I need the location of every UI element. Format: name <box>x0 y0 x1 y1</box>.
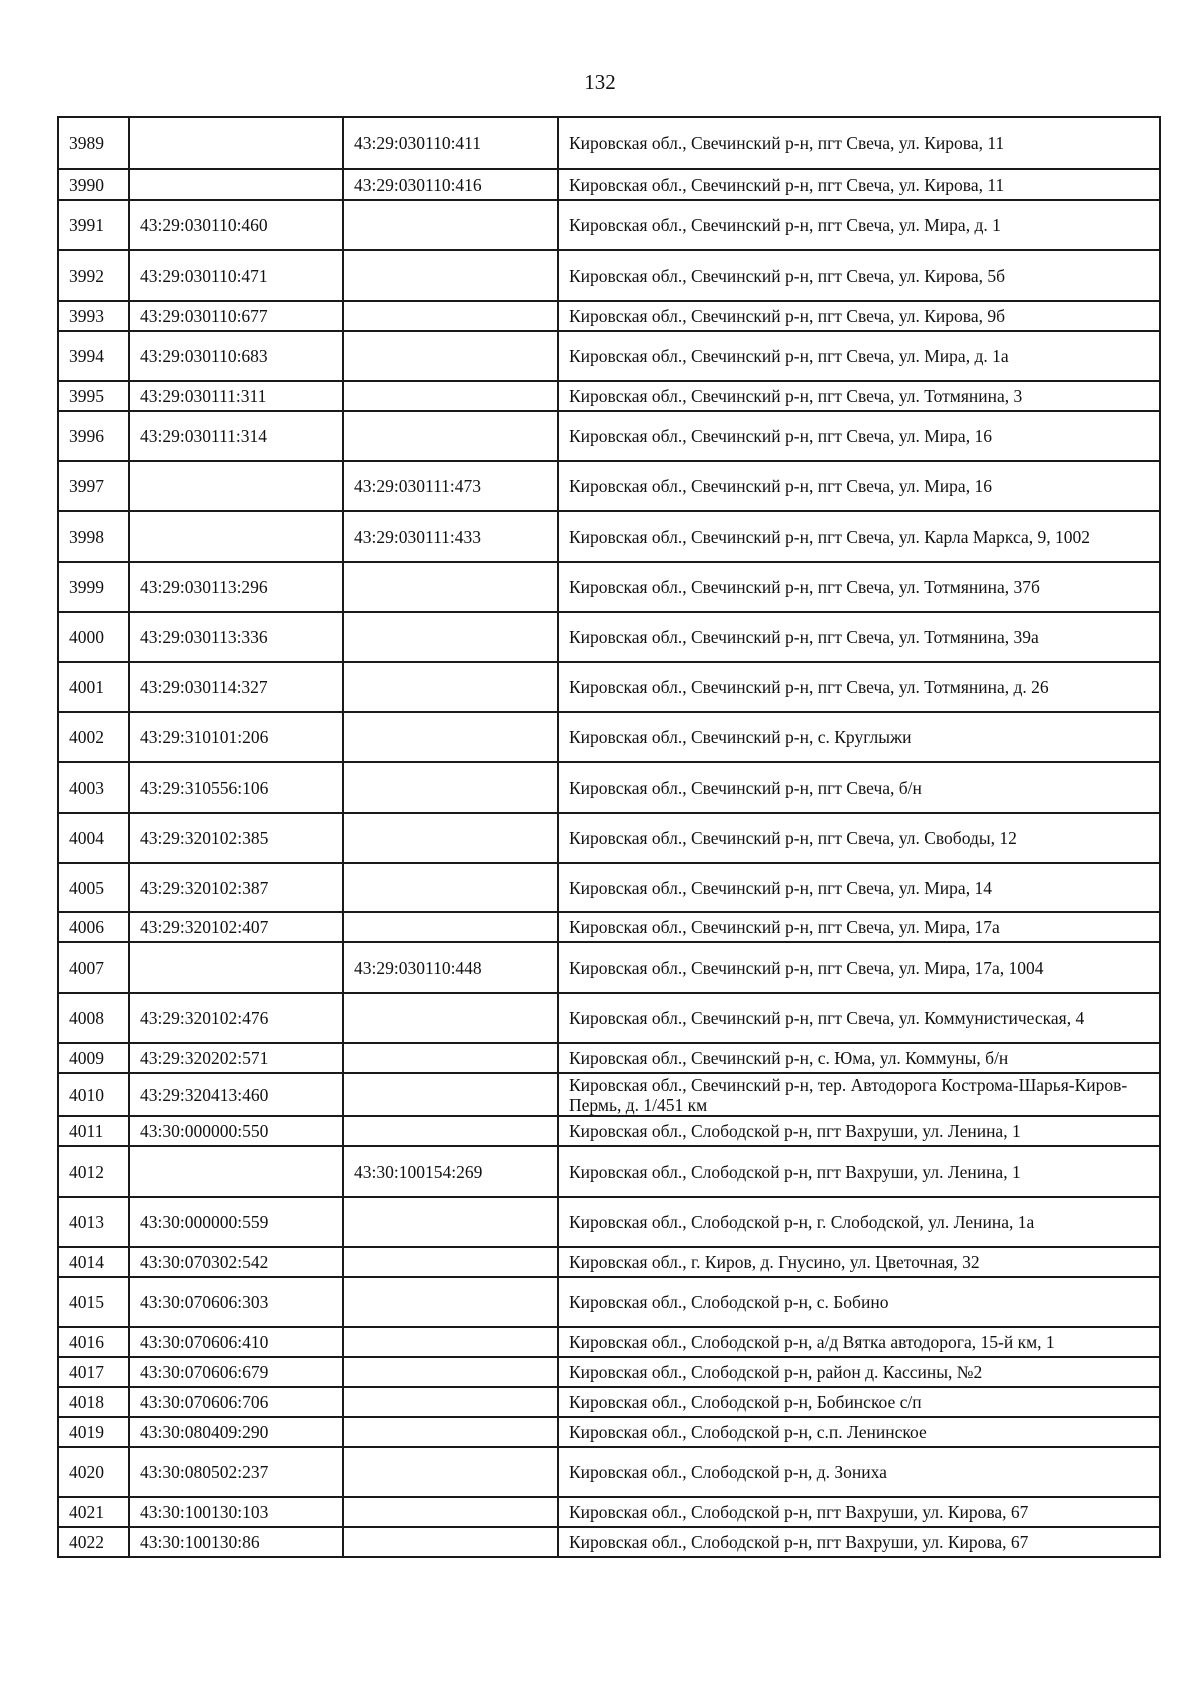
row-number-cell: 4019 <box>58 1417 129 1447</box>
row-number-cell: 4009 <box>58 1043 129 1073</box>
cadastral-number-cell: 43:29:030110:471 <box>129 250 343 301</box>
cadastral-number-cell <box>129 942 343 993</box>
address-cell: Кировская обл., Свечинский р-н, пгт Свеча, ул. Кирова, 11 <box>558 117 1160 169</box>
address-cell: Кировская обл., Свечинский р-н, пгт Свеча, ул. Карла Маркса, 9, 1002 <box>558 511 1160 562</box>
building-cadastral-number-cell <box>343 1447 558 1497</box>
building-cadastral-number-cell <box>343 1527 558 1557</box>
building-cadastral-number-cell <box>343 381 558 411</box>
address-cell: Кировская обл., Свечинский р-н, тер. Автодорога Кострома-Шарья-Киров-Пермь, д. 1/451 км <box>558 1073 1160 1116</box>
cadastral-number-cell: 43:29:030111:311 <box>129 381 343 411</box>
building-cadastral-number-cell <box>343 562 558 612</box>
address-cell: Кировская обл., Свечинский р-н, пгт Свеча, ул. Тотмянина, 3 <box>558 381 1160 411</box>
address-cell: Кировская обл., Свечинский р-н, пгт Свеча, ул. Мира, 16 <box>558 461 1160 511</box>
building-cadastral-number-cell: 43:29:030111:433 <box>343 511 558 562</box>
address-cell: Кировская обл., Свечинский р-н, пгт Свеча, ул. Мира, д. 1 <box>558 200 1160 250</box>
table-row <box>58 1387 1160 1417</box>
building-cadastral-number-cell <box>343 662 558 712</box>
table-row <box>58 1116 1160 1146</box>
cadastral-number-cell: 43:29:320202:571 <box>129 1043 343 1073</box>
table-row <box>58 250 1160 301</box>
cadastral-number-cell: 43:30:070606:706 <box>129 1387 343 1417</box>
table-row <box>58 1247 1160 1277</box>
address-cell: Кировская обл., Слободской р-н, а/д Вятка автодорога, 15-й км, 1 <box>558 1327 1160 1357</box>
building-cadastral-number-cell <box>343 813 558 863</box>
address-cell: Кировская обл., Свечинский р-н, с. Юма, ул. Коммуны, б/н <box>558 1043 1160 1073</box>
table-row <box>58 762 1160 813</box>
row-number-cell: 4008 <box>58 993 129 1043</box>
cadastral-number-cell: 43:29:030113:296 <box>129 562 343 612</box>
building-cadastral-number-cell <box>343 1277 558 1327</box>
cadastral-number-cell: 43:29:030110:460 <box>129 200 343 250</box>
property-register-table <box>57 116 1161 1558</box>
register-table-body <box>58 117 1160 1557</box>
address-cell: Кировская обл., Слободской р-н, д. Зониха <box>558 1447 1160 1497</box>
address-cell: Кировская обл., Слободской р-н, район д. Кассины, №2 <box>558 1357 1160 1387</box>
row-number-cell: 3995 <box>58 381 129 411</box>
table-row <box>58 1327 1160 1357</box>
cadastral-number-cell: 43:29:030111:314 <box>129 411 343 461</box>
row-number-cell: 4004 <box>58 813 129 863</box>
address-cell: Кировская обл., Свечинский р-н, пгт Свеча, ул. Кирова, 9б <box>558 301 1160 331</box>
address-cell: Кировская обл., Свечинский р-н, пгт Свеча, ул. Кирова, 5б <box>558 250 1160 301</box>
cadastral-number-cell: 43:30:000000:550 <box>129 1116 343 1146</box>
address-cell: Кировская обл., Свечинский р-н, пгт Свеча, б/н <box>558 762 1160 813</box>
building-cadastral-number-cell <box>343 1497 558 1527</box>
building-cadastral-number-cell <box>343 993 558 1043</box>
table-row <box>58 200 1160 250</box>
cadastral-number-cell: 43:30:100130:86 <box>129 1527 343 1557</box>
table-row <box>58 1447 1160 1497</box>
table-row <box>58 1357 1160 1387</box>
address-cell: Кировская обл., Свечинский р-н, пгт Свеча, ул. Мира, д. 1а <box>558 331 1160 381</box>
cadastral-number-cell: 43:29:320102:476 <box>129 993 343 1043</box>
page-number: 132 <box>584 70 616 94</box>
row-number-cell: 3998 <box>58 511 129 562</box>
row-number-cell: 3993 <box>58 301 129 331</box>
row-number-cell: 3994 <box>58 331 129 381</box>
row-number-cell: 4010 <box>58 1073 129 1116</box>
cadastral-number-cell: 43:30:080409:290 <box>129 1417 343 1447</box>
row-number-cell: 4013 <box>58 1197 129 1247</box>
cadastral-number-cell: 43:29:320413:460 <box>129 1073 343 1116</box>
building-cadastral-number-cell: 43:30:100154:269 <box>343 1146 558 1197</box>
address-cell: Кировская обл., Свечинский р-н, пгт Свеча, ул. Тотмянина, 37б <box>558 562 1160 612</box>
row-number-cell: 4014 <box>58 1247 129 1277</box>
building-cadastral-number-cell <box>343 912 558 942</box>
table-row <box>58 1417 1160 1447</box>
address-cell: Кировская обл., Свечинский р-н, пгт Свеча, ул. Мира, 14 <box>558 863 1160 912</box>
address-cell: Кировская обл., Слободской р-н, с. Бобино <box>558 1277 1160 1327</box>
address-cell: Кировская обл., Свечинский р-н, пгт Свеча, ул. Мира, 17а <box>558 912 1160 942</box>
building-cadastral-number-cell: 43:29:030111:473 <box>343 461 558 511</box>
table-row <box>58 1277 1160 1327</box>
address-cell: Кировская обл., Слободской р-н, пгт Вахруши, ул. Кирова, 67 <box>558 1527 1160 1557</box>
address-cell: Кировская обл., Свечинский р-н, пгт Свеча, ул. Мира, 16 <box>558 411 1160 461</box>
cadastral-number-cell: 43:29:030110:677 <box>129 301 343 331</box>
row-number-cell: 4005 <box>58 863 129 912</box>
table-row <box>58 942 1160 993</box>
table-row <box>58 1527 1160 1557</box>
building-cadastral-number-cell <box>343 411 558 461</box>
table-row <box>58 381 1160 411</box>
address-cell: Кировская обл., Слободской р-н, с.п. Ленинское <box>558 1417 1160 1447</box>
cadastral-number-cell: 43:29:030114:327 <box>129 662 343 712</box>
building-cadastral-number-cell <box>343 863 558 912</box>
building-cadastral-number-cell <box>343 331 558 381</box>
table-row <box>58 1146 1160 1197</box>
cadastral-number-cell: 43:29:310556:106 <box>129 762 343 813</box>
building-cadastral-number-cell: 43:29:030110:416 <box>343 169 558 200</box>
row-number-cell: 3999 <box>58 562 129 612</box>
table-row <box>58 1073 1160 1116</box>
table-row <box>58 1043 1160 1073</box>
cadastral-number-cell: 43:29:320102:387 <box>129 863 343 912</box>
building-cadastral-number-cell <box>343 1417 558 1447</box>
cadastral-number-cell: 43:30:000000:559 <box>129 1197 343 1247</box>
row-number-cell: 4021 <box>58 1497 129 1527</box>
table-row <box>58 712 1160 762</box>
cadastral-number-cell <box>129 117 343 169</box>
cadastral-number-cell: 43:30:070606:410 <box>129 1327 343 1357</box>
cadastral-number-cell: 43:30:100130:103 <box>129 1497 343 1527</box>
table-row <box>58 1197 1160 1247</box>
building-cadastral-number-cell <box>343 1043 558 1073</box>
address-cell: Кировская обл., Свечинский р-н, пгт Свеча, ул. Тотмянина, д. 26 <box>558 662 1160 712</box>
building-cadastral-number-cell <box>343 1073 558 1116</box>
row-number-cell: 4001 <box>58 662 129 712</box>
building-cadastral-number-cell <box>343 1116 558 1146</box>
table-row <box>58 511 1160 562</box>
building-cadastral-number-cell <box>343 1387 558 1417</box>
row-number-cell: 4007 <box>58 942 129 993</box>
table-row <box>58 813 1160 863</box>
table-row <box>58 331 1160 381</box>
row-number-cell: 4012 <box>58 1146 129 1197</box>
row-number-cell: 3997 <box>58 461 129 511</box>
building-cadastral-number-cell: 43:29:030110:448 <box>343 942 558 993</box>
building-cadastral-number-cell <box>343 1197 558 1247</box>
table-row <box>58 993 1160 1043</box>
table-row <box>58 411 1160 461</box>
row-number-cell: 3989 <box>58 117 129 169</box>
row-number-cell: 3996 <box>58 411 129 461</box>
row-number-cell: 4016 <box>58 1327 129 1357</box>
table-row <box>58 612 1160 662</box>
building-cadastral-number-cell <box>343 1357 558 1387</box>
row-number-cell: 4000 <box>58 612 129 662</box>
building-cadastral-number-cell <box>343 1327 558 1357</box>
building-cadastral-number-cell <box>343 301 558 331</box>
row-number-cell: 4015 <box>58 1277 129 1327</box>
address-cell: Кировская обл., Свечинский р-н, пгт Свеча, ул. Коммунистическая, 4 <box>558 993 1160 1043</box>
address-cell: Кировская обл., Слободской р-н, г. Слободской, ул. Ленина, 1а <box>558 1197 1160 1247</box>
building-cadastral-number-cell <box>343 612 558 662</box>
table-row <box>58 461 1160 511</box>
row-number-cell: 4017 <box>58 1357 129 1387</box>
row-number-cell: 4003 <box>58 762 129 813</box>
table-row <box>58 1497 1160 1527</box>
address-cell: Кировская обл., Свечинский р-н, пгт Свеча, ул. Тотмянина, 39а <box>558 612 1160 662</box>
cadastral-number-cell: 43:29:030113:336 <box>129 612 343 662</box>
address-cell: Кировская обл., Слободской р-н, пгт Вахруши, ул. Ленина, 1 <box>558 1146 1160 1197</box>
cadastral-number-cell <box>129 461 343 511</box>
address-cell: Кировская обл., Свечинский р-н, пгт Свеча, ул. Кирова, 11 <box>558 169 1160 200</box>
cadastral-number-cell: 43:29:030110:683 <box>129 331 343 381</box>
cadastral-number-cell: 43:29:320102:385 <box>129 813 343 863</box>
table-row <box>58 863 1160 912</box>
row-number-cell: 4002 <box>58 712 129 762</box>
cadastral-number-cell: 43:30:070606:679 <box>129 1357 343 1387</box>
cadastral-number-cell: 43:29:310101:206 <box>129 712 343 762</box>
row-number-cell: 4022 <box>58 1527 129 1557</box>
address-cell: Кировская обл., Слободской р-н, пгт Вахруши, ул. Кирова, 67 <box>558 1497 1160 1527</box>
building-cadastral-number-cell <box>343 250 558 301</box>
row-number-cell: 4020 <box>58 1447 129 1497</box>
row-number-cell: 3992 <box>58 250 129 301</box>
row-number-cell: 4006 <box>58 912 129 942</box>
building-cadastral-number-cell <box>343 200 558 250</box>
row-number-cell: 3990 <box>58 169 129 200</box>
cadastral-number-cell: 43:29:320102:407 <box>129 912 343 942</box>
building-cadastral-number-cell <box>343 712 558 762</box>
table-row <box>58 169 1160 200</box>
cadastral-number-cell: 43:30:070606:303 <box>129 1277 343 1327</box>
table-row <box>58 301 1160 331</box>
address-cell: Кировская обл., Свечинский р-н, пгт Свеча, ул. Свободы, 12 <box>558 813 1160 863</box>
address-cell: Кировская обл., Слободской р-н, пгт Вахруши, ул. Ленина, 1 <box>558 1116 1160 1146</box>
cadastral-number-cell <box>129 1146 343 1197</box>
building-cadastral-number-cell: 43:29:030110:411 <box>343 117 558 169</box>
address-cell: Кировская обл., Свечинский р-н, пгт Свеча, ул. Мира, 17а, 1004 <box>558 942 1160 993</box>
cadastral-number-cell <box>129 169 343 200</box>
table-row <box>58 912 1160 942</box>
row-number-cell: 3991 <box>58 200 129 250</box>
table-row <box>58 117 1160 169</box>
address-cell: Кировская обл., Слободской р-н, Бобинское с/п <box>558 1387 1160 1417</box>
cadastral-number-cell <box>129 511 343 562</box>
cadastral-number-cell: 43:30:080502:237 <box>129 1447 343 1497</box>
address-cell: Кировская обл., г. Киров, д. Гнусино, ул. Цветочная, 32 <box>558 1247 1160 1277</box>
table-row <box>58 562 1160 612</box>
row-number-cell: 4011 <box>58 1116 129 1146</box>
address-cell: Кировская обл., Свечинский р-н, с. Круглыжи <box>558 712 1160 762</box>
table-row <box>58 662 1160 712</box>
building-cadastral-number-cell <box>343 1247 558 1277</box>
cadastral-number-cell: 43:30:070302:542 <box>129 1247 343 1277</box>
row-number-cell: 4018 <box>58 1387 129 1417</box>
building-cadastral-number-cell <box>343 762 558 813</box>
